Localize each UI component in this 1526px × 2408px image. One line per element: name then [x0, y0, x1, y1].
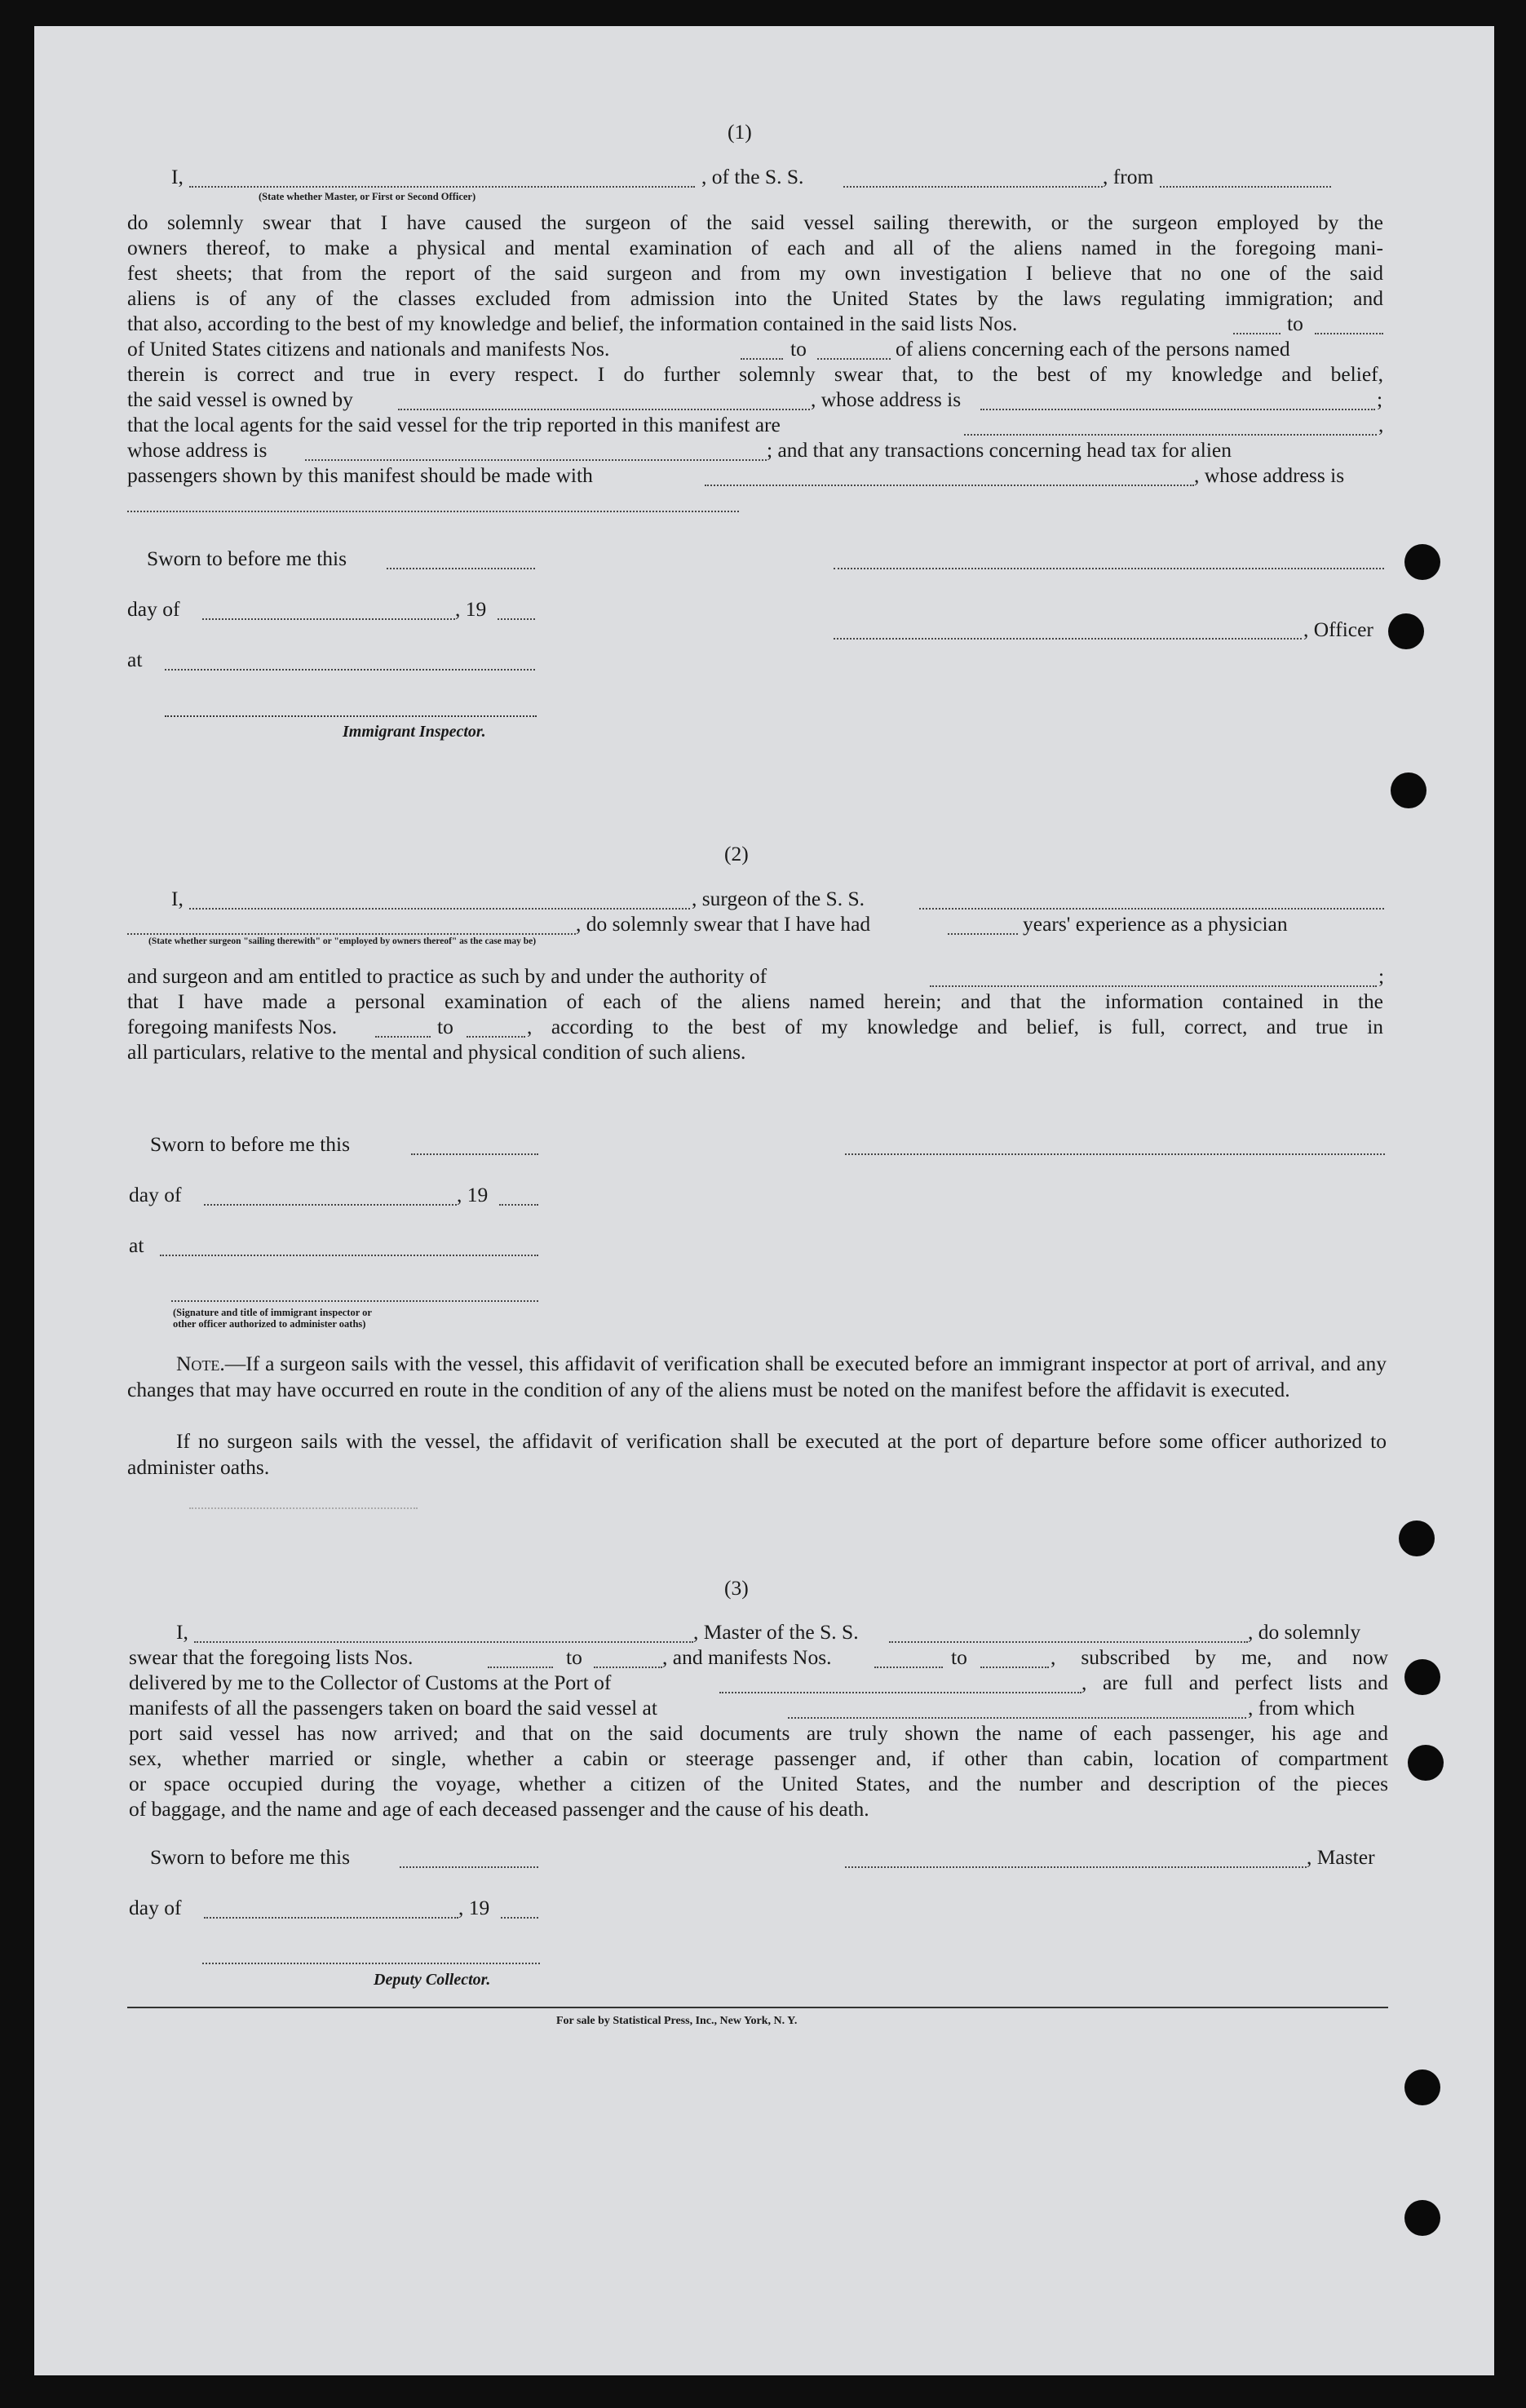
day-of-field[interactable] [204, 1204, 457, 1206]
ship-name-field[interactable] [843, 186, 1103, 188]
year-field[interactable] [498, 618, 535, 620]
manifests-to-field[interactable] [467, 1036, 525, 1038]
signature-field[interactable] [845, 1153, 1385, 1155]
binder-hole [1408, 1745, 1444, 1781]
from-label: , from [1103, 165, 1154, 188]
owner-address-field[interactable] [980, 409, 1375, 410]
surgeon-type-field[interactable] [127, 933, 576, 935]
sworn-label: Sworn to before me this [150, 1845, 351, 1869]
oath-line: do solemnly swear that I have caused the surgeon of the said vessel sailing therewith, or the surgeon employed by the [127, 210, 1383, 234]
authority-field[interactable] [930, 985, 1377, 987]
binder-hole [1399, 1520, 1435, 1556]
surgeon-caption: (State whether surgeon "sailing therewith" or "employed by owners thereof" as the case may be) [148, 936, 537, 946]
year-label: , 19 [458, 1896, 490, 1919]
head-tax-address-field[interactable] [127, 511, 739, 512]
surgeon-line: all particulars, relative to the mental and physical condition of such aliens. [127, 1040, 746, 1064]
oath-line: fest sheets; that from the report of the said surgeon and from my own investigation I believe that no one of the said [127, 261, 1383, 285]
deputy-caption: Deputy Collector. [374, 1971, 491, 1989]
binder-hole [1404, 2069, 1440, 2105]
officer-field[interactable] [189, 186, 695, 188]
agents-address-field[interactable] [305, 459, 767, 461]
master-line: port said vessel has now arrived; and that on the said documents are truly shown the name of each passenger, his age and [129, 1721, 1388, 1745]
agents-field[interactable] [964, 434, 1377, 436]
binder-hole [1404, 1659, 1440, 1695]
lists-from-field[interactable] [488, 1667, 553, 1668]
deputy-signature-line[interactable] [202, 1963, 540, 1964]
surgeon-line: foregoing manifests Nos. [127, 1015, 338, 1038]
do-solemnly-label: , do solemnly [1248, 1620, 1361, 1644]
day-of-field[interactable] [202, 618, 455, 620]
manifests-to-field[interactable] [817, 358, 891, 360]
surgeon-line: , according to the best of my knowledge and belief, is full, correct, and true in [527, 1015, 1383, 1038]
master-line: , subscribed by me, and now [1051, 1645, 1388, 1669]
master-line: , from which [1248, 1696, 1356, 1720]
note-paragraph [127, 1428, 1387, 1481]
binder-hole [1391, 772, 1426, 808]
i-label: I, [171, 887, 184, 910]
manifests-to-field[interactable] [980, 1667, 1049, 1668]
to-label: to [1287, 312, 1303, 335]
oath-line: of United States citizens and nationals and manifests Nos. [127, 337, 610, 361]
master-ship-field[interactable] [889, 1641, 1248, 1643]
signature-caption: other officer authorized to administer oaths) [173, 1318, 366, 1330]
binder-hole [1388, 613, 1424, 649]
master-label: , Master [1307, 1845, 1375, 1869]
master-line: swear that the foregoing lists Nos. [129, 1645, 414, 1669]
manifests-from-field[interactable] [874, 1667, 943, 1668]
oath-line: that the local agents for the said vessel for the trip reported in this manifest are [127, 413, 781, 436]
lists-to-field[interactable] [1315, 333, 1383, 334]
footer-imprint: For sale by Statistical Press, Inc., New York, N. Y. [556, 2015, 798, 2027]
form-page: (1) I, (State whether Master, or First or Second Officer) , of the S. S. , from do solemnly swear that I have caused the surgeon of the said vessel sailing therewith, or the surgeon employed by the owners thereof, to make a physical and mental examination of each and all of the aliens named in the foregoing mani- fest sheets; that from the report of the said surgeon and from my own investigation I believe that no one of the said aliens is of any of the classes excluded from admission into the United States by the laws regulating immigration; and that also, according to the best of my knowledge and belief, the information contained in the said lists Nos. to of United States citizens and nationals and manifests Nos. to of aliens concerning each of the persons named therein is correct and true in every respect. I do further solemnly swear that, to the best of my knowledge and belief, the said vessel is owned by , whose address is ; that the local agents for the said vessel for the trip reported in this manifest are , whose address is ; and that any transactions concerning head tax for alien passengers shown by this manifest should be made with , whose address is Sworn to before me this day of , 19 , Officer at Immigrant Inspector. (2) I, , surgeon of the S. S. (State whether surgeon "sailing therewith" or "employed by owners thereof" as the case may be) , do solemnly swear that I have had years' experience as a physician and surgeon and am entitled to practice as such by and under the authority of ; that I have made a personal examination of each of the aliens named herein; and that the information contained in the foregoing manifests Nos. to , according to the best of my knowledge and belief, is full, correct, and true in all particulars, relative to the mental and physical condition of such aliens. Sworn to before me this day of , 19 at (Signature and title of immigrant inspector or other officer authorized to administer oaths) Note.—If a surgeon sails with the vessel, this affidavit of verification shall be executed before an immigrant inspector at port of arrival, and any changes that may have occurred en route in the condition of any of the aliens must be noted on the manifest before the affidavit is executed. If no surgeon sails with the vessel, the affidavit of verification shall be executed at the port of departure before some officer authorized to administer oaths. (3) I, , Master of the S. S. , do solemnly swear that the foregoing lists Nos. to , and manifests Nos. to , subscribed by me, and now delivered by me to the Collector of Customs at the Port of , are full and perfect lists and manifests of all the passengers taken on board the said vessel at , from which port said vessel has now arrived; and that on the said documents are truly shown the name of each passenger, his age and sex, whether married or single, whether a cabin or steerage passenger and, if other than cabin, location of compartment or space occupied during the voyage, whether a citizen of the United States, and the number and description of the pieces of baggage, and the name and age of each deceased passenger and the cause of his death. Sworn to before me this , Master day of , 19 Deputy Collector. For sale by Statistical Press, Inc., New York, N. Y. [34, 26, 1494, 2375]
surgeon-name-field[interactable] [189, 908, 690, 910]
oath-line: passengers shown by this manifest should be made with [127, 463, 593, 487]
section-number: (3) [724, 1576, 749, 1600]
signature-caption: (Signature and title of immigrant inspector or [173, 1307, 372, 1318]
swear-label: , do solemnly swear that I have had [576, 912, 871, 936]
from-field[interactable] [1160, 186, 1331, 188]
lists-from-field[interactable] [1233, 333, 1281, 334]
master-line: or space occupied during the voyage, whether a citizen of the United States, and the number and description of the pieces [129, 1772, 1388, 1795]
year-field[interactable] [499, 1204, 538, 1206]
year-label: , 19 [455, 597, 487, 621]
of-ss-label: , of the S. S. [701, 165, 804, 188]
day-of-label: day of [129, 1183, 182, 1206]
to-label: to [566, 1645, 582, 1669]
master-line: , are full and perfect lists and [1081, 1671, 1388, 1694]
at-field[interactable] [165, 669, 535, 671]
note-text: —If a surgeon sails with the vessel, this affidavit of verification shall be executed before an immigrant inspector at port of arrival, and any changes that may have occurred en route in the condition of any of the aliens must be noted on the manifest before the affidavit is executed. [127, 1352, 1387, 1401]
year-label: , 19 [457, 1183, 489, 1206]
year-field[interactable] [501, 1917, 538, 1919]
day-of-label: day of [129, 1896, 182, 1919]
port-field[interactable] [719, 1692, 1081, 1693]
oath-line: whose address is [127, 438, 268, 462]
oath-line: aliens is of any of the classes excluded from admission into the United States by the laws regulating immigration; and [127, 286, 1383, 310]
manifests-from-field[interactable] [741, 358, 783, 360]
oath-line: the said vessel is owned by [127, 387, 353, 411]
stray-dots [189, 1507, 418, 1509]
inspector-caption: Immigrant Inspector. [343, 723, 486, 741]
inspector-signature-line[interactable] [165, 715, 537, 717]
day-of-label: day of [127, 597, 180, 621]
years-label: years' experience as a physician [1023, 912, 1288, 936]
oath-line: , whose address is [811, 387, 962, 411]
officer-signature-field[interactable] [834, 638, 1302, 640]
note-label: Note. [176, 1352, 225, 1375]
authority-label: and surgeon and am entitled to practice as such by and under the authority of [127, 964, 767, 988]
sworn-label: Sworn to before me this [147, 547, 347, 570]
master-of-label: , Master of the S. S. [693, 1620, 859, 1644]
i-label: I, [171, 165, 184, 188]
section-number: (2) [724, 842, 749, 865]
head-tax-field[interactable] [705, 485, 1194, 486]
sworn-date-field[interactable] [411, 1153, 538, 1155]
master-line: sex, whether married or single, whether a cabin or steerage passenger and, if other than cabin, location of compartment [129, 1746, 1388, 1770]
i-label: I, [176, 1620, 188, 1644]
officer-caption: (State whether Master, or First or Second Officer) [259, 191, 476, 202]
at-label: at [127, 648, 143, 671]
master-name-field[interactable] [194, 1641, 693, 1643]
embark-port-field[interactable] [788, 1717, 1246, 1719]
lists-to-field[interactable] [594, 1667, 662, 1668]
master-line: manifests of all the passengers taken on board the said vessel at [129, 1696, 657, 1720]
officer-label: , Officer [1303, 617, 1373, 641]
oath-line: that also, according to the best of my knowledge and belief, the information contained in the said lists Nos. [127, 312, 1018, 335]
master-signature-field[interactable] [845, 1866, 1307, 1868]
binder-hole [1404, 2200, 1440, 2236]
note-text: If no surgeon sails with the vessel, the affidavit of verification shall be executed at the port of departure before some officer authorized to administer oaths. [127, 1429, 1387, 1479]
sworn-label: Sworn to before me this [150, 1132, 351, 1156]
master-line: , and manifests Nos. [662, 1645, 832, 1669]
master-line: delivered by me to the Collector of Customs at the Port of [129, 1671, 612, 1694]
at-field[interactable] [160, 1255, 538, 1256]
note-paragraph [127, 1351, 1387, 1403]
binder-hole [1404, 544, 1440, 580]
surgeon-line: that I have made a personal examination of each of the aliens named herein; and that the information contained in the [127, 989, 1383, 1013]
surgeon-ship-field[interactable] [919, 908, 1384, 910]
surgeon-of-label: , surgeon of the S. S. [692, 887, 865, 910]
oath-line: , whose address is [1194, 463, 1345, 487]
oath-line: ; and that any transactions concerning head tax for alien [767, 438, 1232, 462]
sworn-date-field[interactable] [400, 1866, 538, 1868]
footer-rule [127, 2007, 1388, 2008]
to-label: to [790, 337, 807, 361]
day-of-field[interactable] [204, 1917, 458, 1919]
oath-line: therein is correct and true in every respect. I do further solemnly swear that, to the best of my knowledge and belief, [127, 362, 1383, 386]
manifests-from-field[interactable] [375, 1036, 431, 1038]
to-label: to [437, 1015, 453, 1038]
years-field[interactable] [948, 933, 1018, 935]
section-number: (1) [728, 120, 752, 144]
oath-line: owners thereof, to make a physical and mental examination of each and all of the aliens named in the foregoing mani- [127, 236, 1383, 259]
owner-field[interactable] [398, 409, 810, 410]
signature-field[interactable] [834, 568, 1384, 569]
sworn-date-field[interactable] [387, 568, 535, 569]
to-label: to [951, 1645, 967, 1669]
at-label: at [129, 1233, 144, 1257]
inspector-signature-line[interactable] [171, 1300, 538, 1302]
master-line: of baggage, and the name and age of each deceased passenger and the cause of his death. [129, 1797, 869, 1821]
oath-line: of aliens concerning each of the persons named [896, 337, 1290, 361]
